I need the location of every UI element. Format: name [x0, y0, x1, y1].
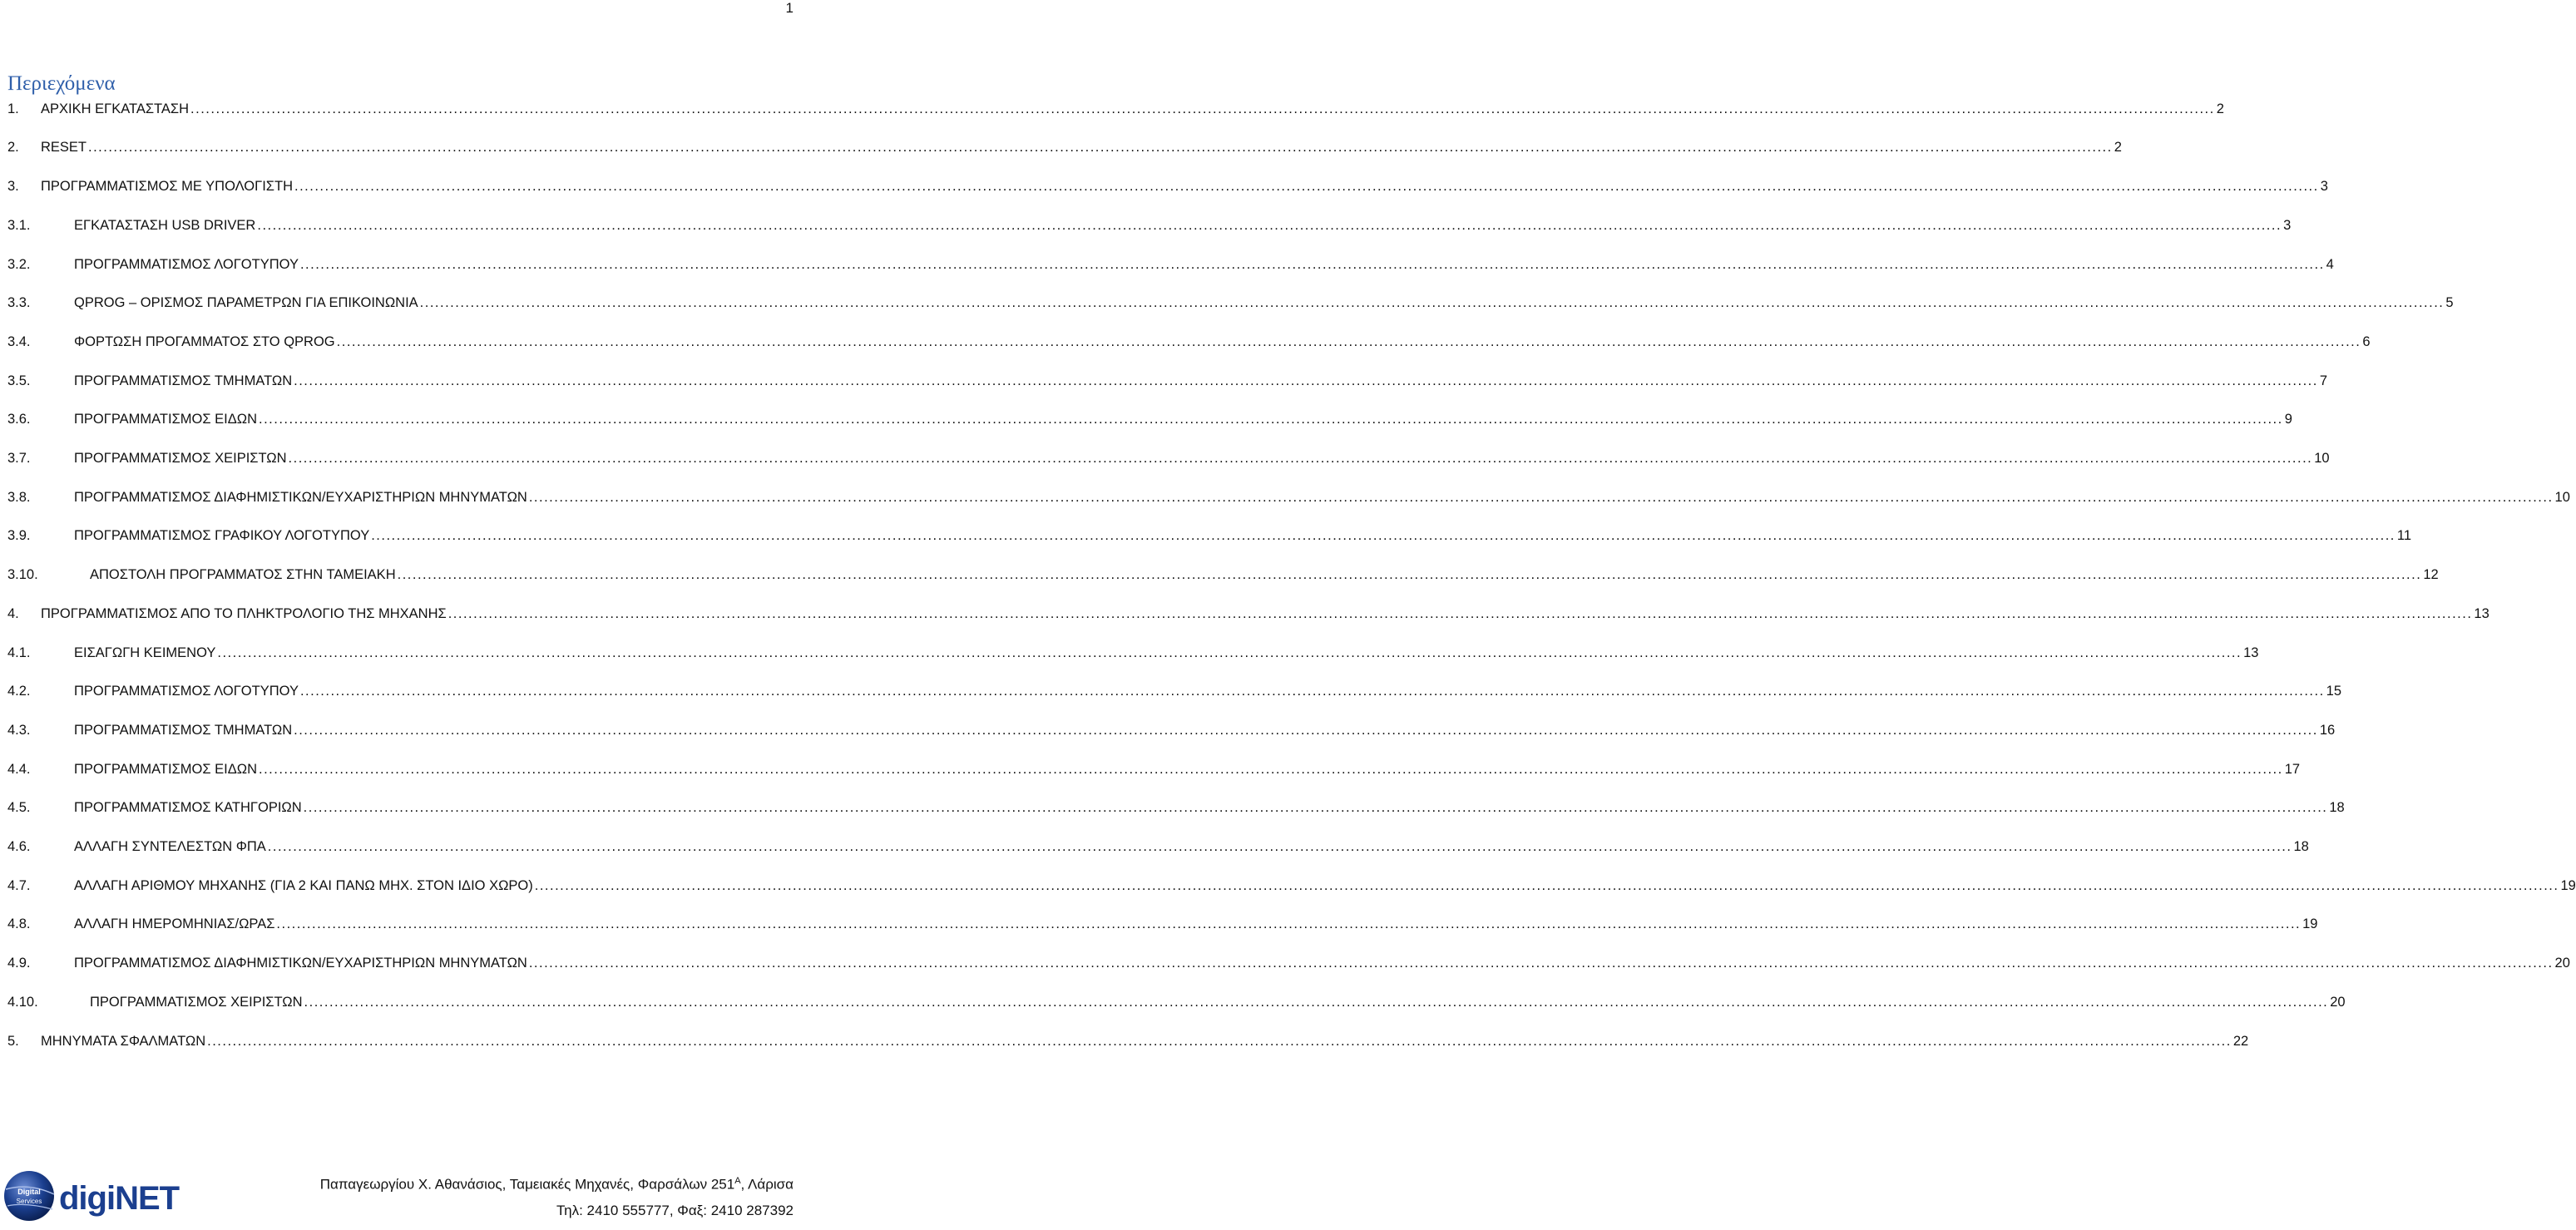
toc-entry[interactable] [7, 251, 2334, 278]
toc-entry[interactable] [7, 407, 2292, 433]
toc-entry-label: ΦΟΡΤΩΣΗ ΠΡΟΓΑΜΜΑΤΟΣ ΣΤΟ QPROG [74, 333, 335, 349]
toc-entry[interactable] [7, 600, 2489, 627]
toc-entry-number: 4.2. [7, 684, 31, 699]
toc-entry[interactable] [7, 135, 2122, 161]
address-superscript: Α [734, 1176, 741, 1186]
toc-entry-page: 11 [2396, 528, 2412, 544]
logo-small-text-1: Digital [17, 1188, 41, 1196]
toc-entry[interactable] [7, 679, 2342, 705]
toc-entry-label: ΑΛΛΑΓΗ ΑΡΙΘΜΟΥ ΜΗΧΑΝΗΣ (ΓΙΑ 2 ΚΑΙ ΠΑΝΩ ΜΗΧ. ΣΤΟΝ ΙΔΙΟ ΧΩΡΟ) [74, 877, 533, 893]
toc-entry-page: 3 [2283, 217, 2292, 233]
toc-entry-label: ΠΡΟΓΡΑΜΜΑΤΙΣΜΟΣ ΕΙΔΩΝ [74, 761, 257, 777]
toc-entry-number: 4.3. [7, 722, 31, 738]
toc-entry[interactable] [7, 872, 2576, 899]
toc-entry[interactable] [7, 833, 2309, 860]
toc-entry-number: 4.9. [7, 956, 31, 971]
toc-entry-number: 3.8. [7, 489, 31, 505]
toc-entry-label: ΠΡΟΓΡΑΜΜΑΤΙΣΜΟΣ ΧΕΙΡΙΣΤΩΝ [90, 994, 303, 1010]
footer-address [320, 1176, 794, 1193]
toc-entry-page: 12 [2423, 567, 2439, 583]
toc-entry-label: ΠΡΟΓΡΑΜΜΑΤΙΣΜΟΣ ΔΙΑΦΗΜΙΣΤΙΚΩΝ/ΕΥΧΑΡΙΣΤΗΡΙΩΝ ΜΗΝΥΜΑΤΩΝ [74, 489, 527, 505]
toc-entry-number: 3.2. [7, 256, 31, 272]
toc-entry-number: 3.4. [7, 333, 31, 349]
toc-entry-label: ΑΠΟΣΤΟΛΗ ΠΡΟΓΡΑΜΜΑΤΟΣ ΣΤΗΝ ΤΑΜΕΙΑΚΗ [90, 567, 396, 583]
toc-entry-number: 4.4. [7, 761, 31, 777]
toc-entry[interactable] [7, 368, 2328, 394]
toc-dot-leader: ................................................................................................................................................................................................................................................................................................................................................................................................................ [304, 994, 2329, 1010]
toc-entry-label: ΠΡΟΓΡΑΜΜΑΤΙΣΜΟΣ ΧΕΙΡΙΣΤΩΝ [74, 451, 287, 467]
diginet-logo [2, 1169, 180, 1223]
toc-entry[interactable] [7, 989, 2346, 1015]
toc-entry-page: 17 [2284, 761, 2301, 777]
toc-dot-leader: ................................................................................................................................................................................................................................................................................................................................................................................................................ [259, 761, 2283, 777]
toc-entry-number: 4.5. [7, 800, 31, 816]
toc-entry-label: RESET [41, 140, 87, 156]
toc-entry-page: 2 [2216, 101, 2224, 116]
toc-entry[interactable] [7, 756, 2301, 783]
toc-dot-leader: ................................................................................................................................................................................................................................................................................................................................................................................................................ [88, 140, 2113, 156]
toc-entry-page: 7 [2319, 373, 2328, 388]
toc-entry-page: 15 [2326, 684, 2342, 699]
toc-entry-number: 1. [7, 101, 19, 116]
toc-entry-label: ΠΡΟΓΡΑΜΜΑΤΙΣΜΟΣ ΔΙΑΦΗΜΙΣΤΙΚΩΝ/ΕΥΧΑΡΙΣΤΗΡΙΩΝ ΜΗΝΥΜΑΤΩΝ [74, 956, 527, 971]
toc-entry-page: 10 [2314, 451, 2330, 467]
toc-dot-leader: ................................................................................................................................................................................................................................................................................................................................................................................................................ [397, 567, 2422, 583]
toc-entry-page: 13 [2474, 605, 2489, 621]
toc-entry-label: ΠΡΟΓΡΑΜΜΑΤΙΣΜΟΣ ΓΡΑΦΙΚΟΥ ΛΟΓΟΤΥΠΟΥ [74, 528, 370, 544]
toc-entry-label: QPROG – ΟΡΙΣΜΟΣ ΠΑΡΑΜΕΤΡΩΝ ΓΙΑ ΕΠΙΚΟΙΝΩΝΙΑ [74, 295, 418, 311]
toc-dot-leader: ................................................................................................................................................................................................................................................................................................................................................................................................................ [207, 1033, 2232, 1049]
toc-entry-label: ΠΡΟΓΡΑΜΜΑΤΙΣΜΟΣ ΛΟΓΟΤΥΠΟΥ [74, 256, 299, 272]
toc-dot-leader: ................................................................................................................................................................................................................................................................................................................................................................................................................ [299, 684, 2325, 699]
toc-entry[interactable] [7, 640, 2259, 666]
toc-entry-number: 3.10. [7, 567, 38, 583]
toc-dot-leader: ................................................................................................................................................................................................................................................................................................................................................................................................................ [371, 528, 2396, 544]
footer-phone: Τηλ: 2410 555777, Φαξ: 2410 287392 [556, 1203, 794, 1218]
toc-entry-page: 6 [2362, 333, 2371, 349]
toc-entry-page: 9 [2284, 412, 2292, 427]
toc-entry[interactable] [7, 950, 2570, 976]
toc-dot-leader: ................................................................................................................................................................................................................................................................................................................................................................................................................ [303, 800, 2328, 816]
toc-entry-number: 4.8. [7, 916, 31, 932]
logo-small-text-2: Services [16, 1198, 42, 1205]
toc-entry-page: 3 [2320, 179, 2328, 195]
toc-entry-label: ΕΙΣΑΓΩΓΗ ΚΕΙΜΕΝΟΥ [74, 645, 216, 660]
toc-entry-number: 4.7. [7, 877, 31, 893]
toc-dot-leader: ................................................................................................................................................................................................................................................................................................................................................................................................................ [257, 217, 2282, 233]
toc-dot-leader: ................................................................................................................................................................................................................................................................................................................................................................................................................ [294, 179, 2319, 195]
toc-title: Περιεχόμενα [7, 72, 116, 95]
toc-dot-leader: ................................................................................................................................................................................................................................................................................................................................................................................................................ [447, 605, 2473, 621]
toc-entry-label: ΠΡΟΓΡΑΜΜΑΤΙΣΜΟΣ ΛΟΓΟΤΥΠΟΥ [74, 684, 299, 699]
toc-entry-label: ΑΡΧΙΚΗ ΕΓΚΑΤΑΣΤΑΣΗ [41, 101, 190, 116]
footer [0, 1164, 799, 1230]
toc-entry-label: ΠΡΟΓΡΑΜΜΑΤΙΣΜΟΣ ΚΑΤΗΓΟΡΙΩΝ [74, 800, 302, 816]
address-suffix: , Λάρισα [740, 1176, 794, 1193]
toc-entry[interactable] [7, 523, 2412, 550]
toc-entry-label: ΠΡΟΓΡΑΜΜΑΤΙΣΜΟΣ ΕΙΔΩΝ [74, 412, 257, 427]
toc-entry-number: 3.1. [7, 217, 31, 233]
toc-entry[interactable] [7, 96, 2224, 122]
toc-dot-leader: ................................................................................................................................................................................................................................................................................................................................................................................................................ [288, 451, 2313, 467]
logo-globe-icon [4, 1171, 54, 1221]
toc-entry-page: 20 [2554, 956, 2570, 971]
toc-entry-page: 20 [2330, 994, 2346, 1010]
page-number: 1 [785, 0, 794, 16]
toc-entry[interactable] [7, 173, 2328, 200]
toc-entry-label: ΜΗΝΥΜΑΤΑ ΣΦΑΛΜΑΤΩΝ [41, 1033, 206, 1049]
toc-entry[interactable] [7, 561, 2439, 588]
toc-dot-leader: ................................................................................................................................................................................................................................................................................................................................................................................................................ [299, 256, 2325, 272]
toc-dot-leader: ................................................................................................................................................................................................................................................................................................................................................................................................................ [528, 956, 2554, 971]
toc-entry-number: 2. [7, 140, 19, 156]
toc-entry-label: ΠΡΟΓΡΑΜΜΑΤΙΣΜΟΣ ΑΠΟ ΤΟ ΠΛΗΚΤΡΟΛΟΓΙΟ ΤΗΣ ΜΗΧΑΝΗΣ [41, 605, 447, 621]
toc-dot-leader: ................................................................................................................................................................................................................................................................................................................................................................................................................ [419, 295, 2445, 311]
toc-entry-number: 4.6. [7, 839, 31, 855]
toc-entry-page: 13 [2243, 645, 2259, 660]
address-prefix: Παπαγεωργίου Χ. Αθανάσιος, Ταμειακές Μηχανές, Φαρσάλων 251 [319, 1176, 735, 1193]
toc-entry-label: ΠΡΟΓΡΑΜΜΑΤΙΣΜΟΣ ΤΜΗΜΑΤΩΝ [74, 722, 293, 738]
toc-entry-label: ΑΛΛΑΓΗ ΣΥΝΤΕΛΕΣΤΩΝ ΦΠΑ [74, 839, 266, 855]
toc-entry-number: 4.1. [7, 645, 31, 660]
toc-entry[interactable] [7, 717, 2336, 743]
toc-entry[interactable] [7, 445, 2330, 472]
toc-entry-label: ΠΡΟΓΡΑΜΜΑΤΙΣΜΟΣ ΤΜΗΜΑΤΩΝ [74, 373, 293, 388]
toc-entry[interactable] [7, 212, 2292, 239]
toc-entry-label: ΕΓΚΑΤΑΣΤΑΣΗ USB DRIVER [74, 217, 256, 233]
toc-dot-leader: ................................................................................................................................................................................................................................................................................................................................................................................................................ [217, 645, 2242, 660]
toc-entry-page: 22 [2232, 1033, 2249, 1049]
toc-entry-page: 18 [2329, 800, 2345, 816]
toc-entry-number: 5. [7, 1033, 19, 1049]
toc-dot-leader: ................................................................................................................................................................................................................................................................................................................................................................................................................ [267, 839, 2292, 855]
toc-entry[interactable] [7, 290, 2454, 317]
toc-entry-number: 3. [7, 179, 19, 195]
toc-entry-label: ΑΛΛΑΓΗ ΗΜΕΡΟΜΗΝΙΑΣ/ΩΡΑΣ [74, 916, 275, 932]
toc-entry-page: 19 [2560, 877, 2576, 893]
toc-entry-page: 19 [2302, 916, 2318, 932]
toc-entry-number: 3.9. [7, 528, 31, 544]
toc-dot-leader: ................................................................................................................................................................................................................................................................................................................................................................................................................ [190, 101, 2215, 116]
toc-entry[interactable] [7, 328, 2371, 355]
toc-dot-leader: ................................................................................................................................................................................................................................................................................................................................................................................................................ [294, 722, 2318, 738]
logo-brand-text: digiNET [59, 1180, 180, 1217]
toc-entry-label: ΠΡΟΓΡΑΜΜΑΤΙΣΜΟΣ ΜΕ ΥΠΟΛΟΓΙΣΤΗ [41, 179, 293, 195]
toc-entry-number: 3.6. [7, 412, 31, 427]
toc-entry[interactable] [7, 795, 2345, 822]
toc-entry[interactable] [7, 1028, 2249, 1055]
toc-entry-page: 2 [2114, 140, 2122, 156]
toc-entry-number: 4.10. [7, 994, 38, 1010]
toc-entry[interactable] [7, 484, 2570, 511]
toc-entry-number: 3.7. [7, 451, 31, 467]
toc-entry-number: 4. [7, 605, 19, 621]
toc-dot-leader: ................................................................................................................................................................................................................................................................................................................................................................................................................ [294, 373, 2318, 388]
toc-entry-page: 10 [2554, 489, 2570, 505]
toc-entry-page: 5 [2445, 295, 2454, 311]
toc-entry-page: 18 [2293, 839, 2309, 855]
toc-entry-number: 3.5. [7, 373, 31, 388]
toc-entry-number: 3.3. [7, 295, 31, 311]
toc-dot-leader: ................................................................................................................................................................................................................................................................................................................................................................................................................ [259, 412, 2283, 427]
toc-dot-leader: ................................................................................................................................................................................................................................................................................................................................................................................................................ [528, 489, 2554, 505]
toc-entry-page: 4 [2326, 256, 2334, 272]
toc-entry[interactable] [7, 911, 2318, 938]
toc-dot-leader: ................................................................................................................................................................................................................................................................................................................................................................................................................ [336, 333, 2361, 349]
toc-dot-leader: ................................................................................................................................................................................................................................................................................................................................................................................................................ [534, 877, 2559, 893]
toc-entry-page: 16 [2319, 722, 2336, 738]
toc-dot-leader: ................................................................................................................................................................................................................................................................................................................................................................................................................ [276, 916, 2302, 932]
